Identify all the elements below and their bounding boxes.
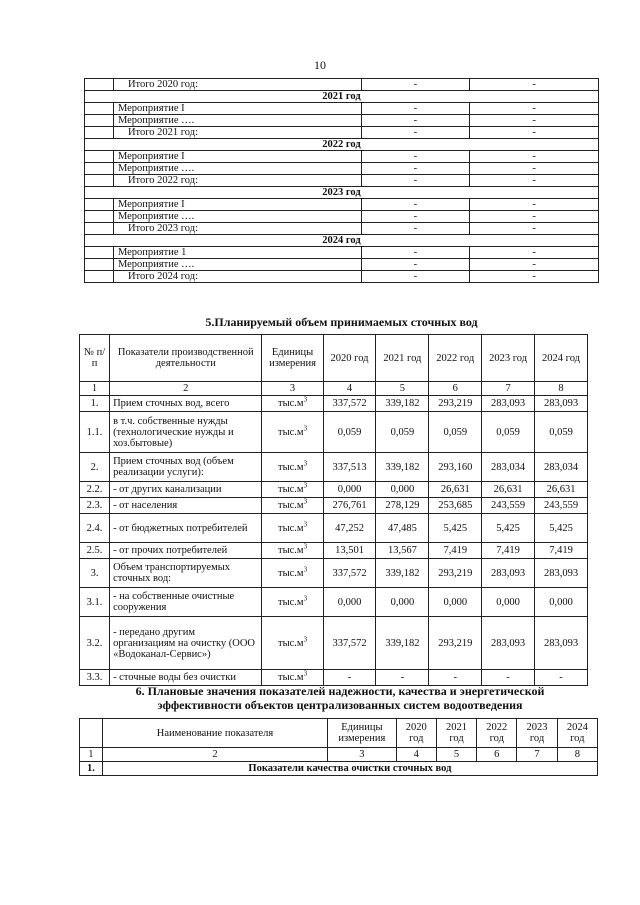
unit-cell: $тыс.м^3$ [262,453,323,482]
value-cell: 47,252 [323,514,376,543]
unit-cell: $тыс.м^3$ [262,514,323,543]
value-cell: 339,182 [376,396,429,412]
table-row [80,498,588,514]
row-label: - сточные воды без очистки [110,670,262,686]
unit-cell: $тыс.м^3$ [262,412,323,453]
indicators-table [79,718,598,776]
event-label: Мероприятие …. [113,259,361,271]
row-number: 2.4. [80,514,110,543]
column-number: 6 [477,748,517,762]
column-number: 2 [110,382,262,396]
value-cell: - [535,670,588,686]
value-cell: 7,419 [429,543,482,559]
row-number: 1. [80,396,110,412]
row-number: 2.3. [80,498,110,514]
value-cell: 243,559 [482,498,535,514]
table-row [80,453,588,482]
value-cell: 26,631 [482,482,535,498]
value-cell: 283,093 [482,559,535,588]
table-row: Итого 2022 год: - - [85,175,599,187]
table-row [80,617,588,670]
table-row: Мероприятие …. - - [85,163,599,175]
row-number: 2. [80,453,110,482]
unit-cell: $тыс.м^3$ [262,498,323,514]
value-cell: 0,000 [535,588,588,617]
value-cell: 0,000 [323,482,376,498]
value-cell: 5,425 [482,514,535,543]
total-label: Итого 2022 год: [113,175,361,187]
value-cell: 5,425 [535,514,588,543]
value-cell: 276,761 [323,498,376,514]
row-number: 3. [80,559,110,588]
event-label: Мероприятие …. [113,211,361,223]
column-number: 4 [396,748,436,762]
value-cell: 283,034 [535,453,588,482]
value-cell: 339,182 [376,617,429,670]
row-label: - передано другим организациям на очистку (ООО «Водоканал-Сервис») [110,617,262,670]
unit-cell: $тыс.м^3$ [262,559,323,588]
table-header-row: № п/п Показатели производственной деятельности Единицы измерения 2020 год 2021 год 2022 год 2023 год 2024 год [80,335,588,382]
row-number: 3.2. [80,617,110,670]
year-row [85,91,599,103]
value-cell: - [429,670,482,686]
table-row: Итого 2024 год: - - [85,271,599,283]
value-cell: 293,219 [429,559,482,588]
value-cell: 283,093 [482,396,535,412]
column-number: 4 [323,382,376,396]
value-cell: 337,513 [323,453,376,482]
value-cell: 337,572 [323,559,376,588]
year-label: 2023 год [85,187,599,199]
value-cell: - [323,670,376,686]
unit-cell: $тыс.м^3$ [262,543,323,559]
row-label: - на собственные очистные сооружения [110,588,262,617]
table-row: Мероприятие I - - [85,199,599,211]
event-label: Мероприятие I [113,103,361,115]
table-header-row: Наименование показателя Единицы измерения 2020 год 2021 год 2022 год 2023 год 2024 год [80,719,598,748]
value-cell: 253,685 [429,498,482,514]
table-row: Итого 2020 год: - - [85,79,599,91]
row-number: 1.1. [80,412,110,453]
total-label: Итого 2023 год: [113,223,361,235]
event-label: Мероприятие 1 [113,247,361,259]
row-label: - от прочих потребителей [110,543,262,559]
row-number: 3.3. [80,670,110,686]
table-row [80,588,588,617]
value-cell: 47,485 [376,514,429,543]
value-cell: - [482,670,535,686]
year-label: 2024 год [85,235,599,247]
section-5-title: 5.Планируемый объем принимаемых сточных вод [205,315,478,329]
column-numbers-row [80,748,598,762]
value-cell: 0,059 [482,412,535,453]
table-row: Мероприятие …. - - [85,115,599,127]
year-label: 2021 год [85,91,599,103]
row-label: - от бюджетных потребителей [110,514,262,543]
column-number: 1 [80,382,110,396]
column-number: 2 [102,748,327,762]
page-number: 10 [314,58,326,72]
column-number: 7 [482,382,535,396]
row-number: 2.5. [80,543,110,559]
row-label: Объем транспортируемых сточных вод: [110,559,262,588]
value-cell: 293,160 [429,453,482,482]
unit-cell: $тыс.м^3$ [262,670,323,686]
table-row: 1. Показатели качества очистки сточных вод [80,762,598,776]
value-cell: 26,631 [429,482,482,498]
value-cell: 0,000 [376,588,429,617]
value-cell: 13,501 [323,543,376,559]
column-number: 6 [429,382,482,396]
table-row [80,559,588,588]
event-label: Мероприятие I [113,151,361,163]
row-number: 3.1. [80,588,110,617]
value-cell: 0,000 [429,588,482,617]
column-number: 1 [80,748,103,762]
value-cell: 283,034 [482,453,535,482]
value-cell: 7,419 [482,543,535,559]
column-number: 3 [262,382,323,396]
table-row: Мероприятие I - - [85,151,599,163]
value-cell: 0,059 [323,412,376,453]
table-row [80,543,588,559]
year-row [85,139,599,151]
year-row [85,235,599,247]
unit-cell: $тыс.м^3$ [262,617,323,670]
column-numbers-row [80,382,588,396]
value-cell: 0,059 [535,412,588,453]
value-cell: 339,182 [376,559,429,588]
row-label: Прием сточных вод (объем реализации услуги): [110,453,262,482]
value-cell: 0,000 [482,588,535,617]
total-label: Итого 2024 год: [113,271,361,283]
table-row: Мероприятие …. - - [85,211,599,223]
column-number: 7 [517,748,557,762]
column-number: 8 [535,382,588,396]
value-cell: 13,567 [376,543,429,559]
value-cell: 283,093 [535,559,588,588]
row-label: Прием сточных вод, всего [110,396,262,412]
value-cell: 293,219 [429,617,482,670]
value-cell: 283,093 [535,396,588,412]
total-2020-label: Итого 2020 год: [113,79,361,91]
column-number: 5 [376,382,429,396]
unit-cell: $тыс.м^3$ [262,482,323,498]
row-label: в т.ч. собственные нужды (технологические нужды и хоз.бытовые) [110,412,262,453]
event-label: Мероприятие I [113,199,361,211]
unit-cell: $тыс.м^3$ [262,396,323,412]
events-table [84,78,599,283]
value-cell: 26,631 [535,482,588,498]
table-row [80,514,588,543]
value-cell: 0,000 [376,482,429,498]
value-cell: 7,419 [535,543,588,559]
table-row: Мероприятие …. - - [85,259,599,271]
row-label: - от населения [110,498,262,514]
year-row [85,187,599,199]
table-row: Итого 2023 год: - - [85,223,599,235]
table-row [80,396,588,412]
column-number: 8 [557,748,597,762]
table-row: Итого 2021 год: - - [85,127,599,139]
section-6-title: 6. Плановые значения показателей надежности, качества и энергетической эффективности объектов централизованных систем водоотведения [135,684,545,712]
value-cell: 278,129 [376,498,429,514]
column-number: 3 [328,748,397,762]
value-cell: 283,093 [482,617,535,670]
row-number: 2.2. [80,482,110,498]
event-label: Мероприятие …. [113,163,361,175]
value-cell: 0,059 [376,412,429,453]
value-cell: 5,425 [429,514,482,543]
value-cell: 0,000 [323,588,376,617]
table-row [80,482,588,498]
table-row: Мероприятие I - - [85,103,599,115]
row-label: - от других канализации [110,482,262,498]
value-cell: 0,059 [429,412,482,453]
unit-cell: $тыс.м^3$ [262,588,323,617]
value-cell: 283,093 [535,617,588,670]
column-number: 5 [436,748,476,762]
value-cell: 339,182 [376,453,429,482]
value-cell: 337,572 [323,617,376,670]
value-cell: 243,559 [535,498,588,514]
event-label: Мероприятие …. [113,115,361,127]
year-label: 2022 год [85,139,599,151]
wastewater-volume-table [79,334,588,686]
value-cell: - [376,670,429,686]
table-row: Мероприятие 1 - - [85,247,599,259]
table-row [80,412,588,453]
value-cell: 293,219 [429,396,482,412]
value-cell: 337,572 [323,396,376,412]
total-label: Итого 2021 год: [113,127,361,139]
